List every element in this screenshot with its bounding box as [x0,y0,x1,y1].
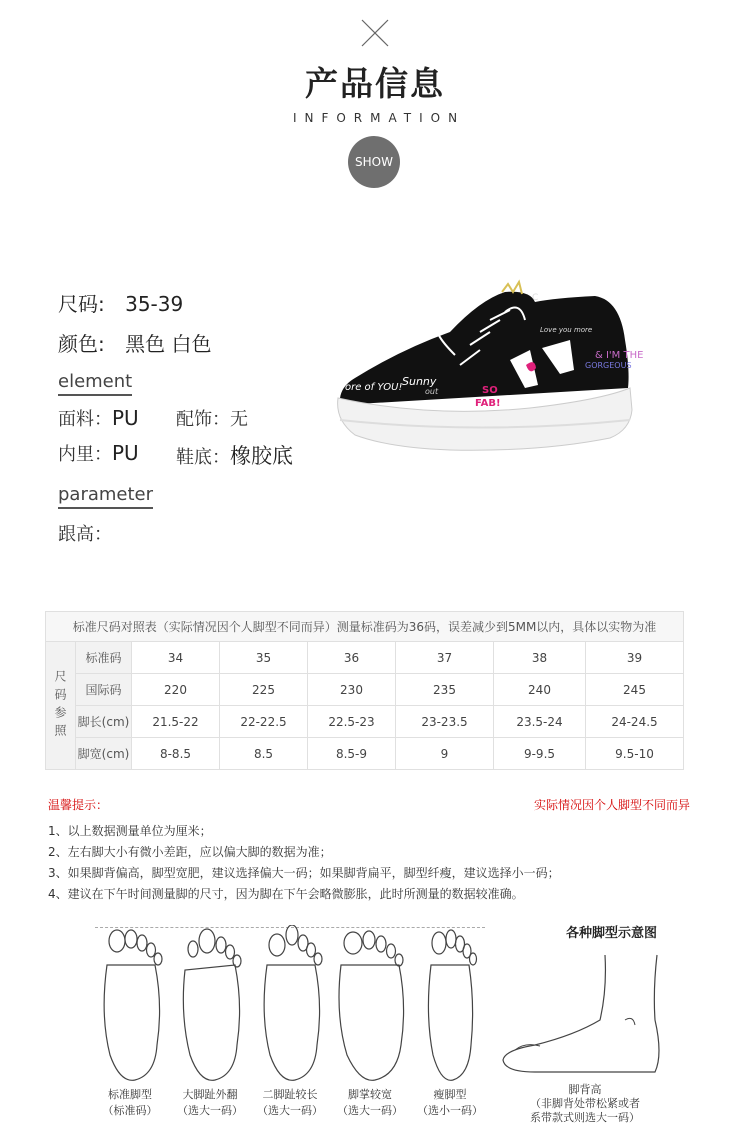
lining-value: PU [112,441,139,465]
instep-name: 脚背高 [568,1083,602,1096]
table-cell: 9-9.5 [494,738,586,770]
table-cell: 9 [396,738,494,770]
table-row [46,738,684,770]
color-value: 黑色 白色 [125,332,212,356]
table-row [46,642,684,674]
foot-advice: （选大一码） [337,1104,403,1117]
table-cell: 8.5 [220,738,308,770]
foot-caption [245,1087,335,1119]
element-heading: element [58,371,132,396]
page-subtitle: INFORMATION [292,111,466,125]
instep-advice-2: 系带款式则选大一码） [530,1111,640,1124]
size-label: 尺码: [58,292,105,316]
foot-caption [325,1087,415,1119]
shoe-text-2: out [425,387,439,396]
foot-advice: （选大一码） [257,1104,323,1117]
table-cell: 21.5-22 [132,706,220,738]
long-second-toe-foot-icon [255,925,325,1085]
table-cell: 24-24.5 [586,706,684,738]
table-cell: 8-8.5 [132,738,220,770]
table-cell: 230 [308,674,396,706]
material-spec [58,405,139,431]
wide-foot-icon [335,925,405,1085]
size-table-caption: 标准尺码对照表（实际情况因个人脚型不同而异）测量标准码为36码，误差减少到5MM以内，具体以实物为准 [46,612,684,642]
shoe-text-1: Sunny [402,375,437,388]
foot-advice: （选小一码） [417,1104,483,1117]
lining-label: 内里： [58,444,112,465]
size-value: 35-39 [125,292,184,316]
foot-types-group [95,925,485,1125]
show-badge[interactable]: SHOW [348,136,400,188]
sneaker-image [330,270,650,470]
row-header: 标准码 [76,642,132,674]
table-cell: 240 [494,674,586,706]
foot-name: 大脚趾外翻 [182,1088,238,1101]
foot-name: 二脚趾较长 [262,1088,318,1101]
color-label: 颜色: [58,332,105,356]
row-header: 脚宽(cm) [76,738,132,770]
foot-caption [165,1087,255,1119]
tip-line: 2、左右脚大小有微小差距，应以偏大脚的数据为准； [48,845,332,859]
bunion-foot-icon [175,925,245,1085]
size-chart-table [45,611,684,770]
accessory-label: 配饰： [176,409,230,430]
tip-line: 4、建议在下午时间测量脚的尺寸，因为脚在下午会略微膨胀，此时所测量的数据较准确。 [48,887,524,901]
standard-foot-icon [95,925,165,1085]
table-row [46,674,684,706]
foot-types-title: 各种脚型示意图 [566,926,658,941]
table-cell: 39 [586,642,684,674]
foot-name: 脚掌较宽 [348,1088,392,1101]
heel-label: 跟高： [58,524,112,545]
parameter-heading: parameter [58,484,153,509]
shoe-text-4: & I'M THE [595,350,644,361]
size-table-side-label: 尺码参照 [46,642,76,770]
color-spec [58,328,211,357]
lining-spec [58,440,139,466]
table-cell: 235 [396,674,494,706]
table-cell: 37 [396,642,494,674]
foot-standard [95,925,165,1117]
accessory-spec [176,405,248,431]
material-value: PU [112,406,139,430]
foot-long-second-toe [255,925,325,1117]
shoe-text-3: Love you more [540,326,593,334]
instep-advice-1: （非脚背处带松紧或者 [530,1097,640,1110]
shoe-text-9: C [532,293,539,303]
foot-name: 瘦脚型 [433,1088,467,1101]
table-cell: 245 [586,674,684,706]
close-icon[interactable] [360,18,390,48]
size-spec [58,288,183,317]
tip-line: 3、如果脚背偏高，脚型宽肥，建议选择偏大一码；如果脚背扁平，脚型纤瘦，建议选择小一码； [48,866,560,880]
foot-advice: （选大一码） [177,1104,243,1117]
table-cell: 22.5-23 [308,706,396,738]
table-cell: 225 [220,674,308,706]
heel-spec [58,520,112,546]
material-label: 面料： [58,409,112,430]
table-cell: 22-22.5 [220,706,308,738]
sole-value: 橡胶底 [230,444,293,468]
table-cell: 220 [132,674,220,706]
tips-note: 实际情况因个人脚型不同而异 [533,798,690,812]
shoe-text-6: SO [482,385,498,396]
table-row [46,706,684,738]
high-instep-caption [520,1083,650,1125]
table-cell: 34 [132,642,220,674]
slim-foot-icon [415,925,485,1085]
table-cell: 36 [308,642,396,674]
foot-caption [405,1087,495,1119]
shoe-text-5: GORGEOUS [585,361,632,370]
foot-wide [335,925,405,1117]
shoe-text-8: ore of YOU! [345,382,403,393]
shoe-text-7: FAB! [475,398,501,409]
foot-advice: （标准码） [102,1104,158,1117]
row-header: 国际码 [76,674,132,706]
sole-spec [176,440,293,470]
table-cell: 23-23.5 [396,706,494,738]
row-header: 脚长(cm) [76,706,132,738]
foot-caption [85,1087,175,1119]
table-cell: 23.5-24 [494,706,586,738]
table-cell: 38 [494,642,586,674]
page-title: 产品信息 [305,64,445,103]
foot-bunion [175,925,245,1117]
table-cell: 9.5-10 [586,738,684,770]
table-cell: 35 [220,642,308,674]
tips-title: 温馨提示： [48,798,109,812]
foot-name: 标准脚型 [108,1088,152,1101]
sole-label: 鞋底： [176,447,230,468]
table-cell: 8.5-9 [308,738,396,770]
accessory-value: 无 [230,409,248,430]
high-instep-foot-icon [495,950,665,1080]
tip-line: 1、以上数据测量单位为厘米； [48,824,212,838]
foot-slim [415,925,485,1117]
